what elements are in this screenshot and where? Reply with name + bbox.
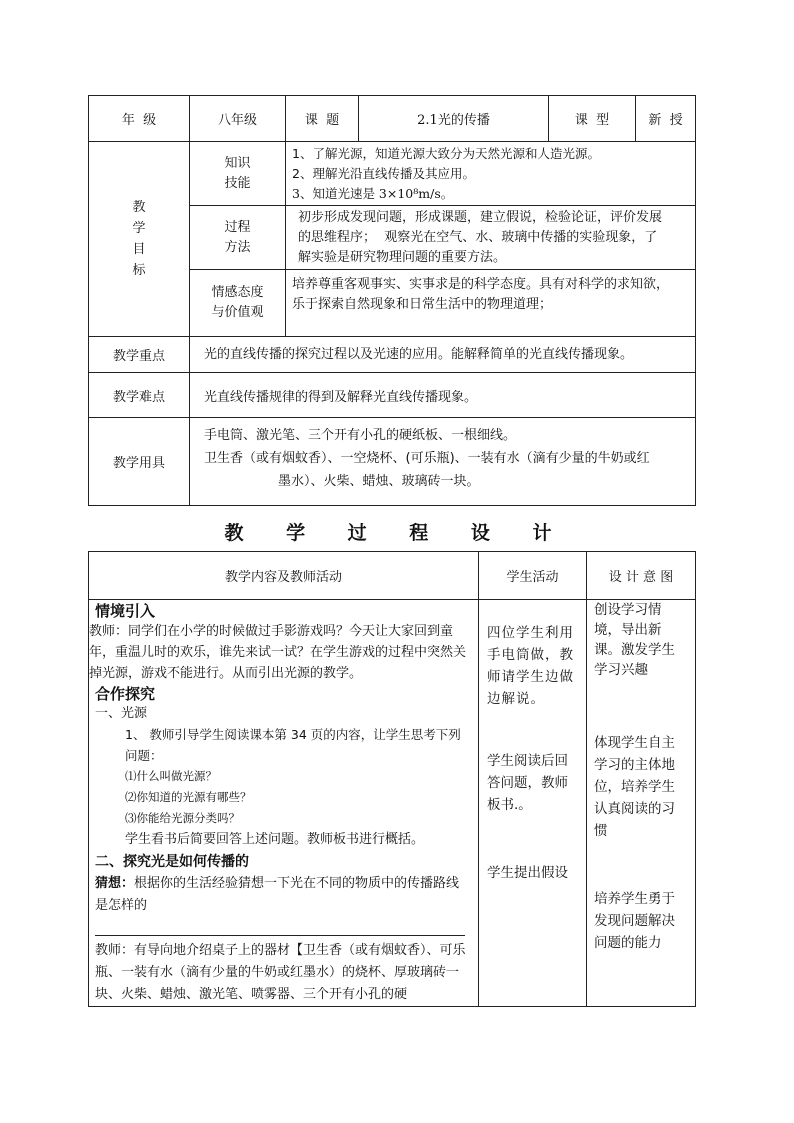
student-activity-3: 学生提出假设 — [487, 865, 568, 881]
knowledge-item: 3、知道光速是 3×10⁸m/s。 — [292, 185, 454, 201]
content-header: 教学内容及教师活动 — [89, 552, 479, 600]
emotion-line: 培养尊重客观事实、实事求是的科学态度。具有对科学的求知欲， — [292, 277, 670, 292]
intro-heading: 情境引入 — [95, 602, 156, 620]
coop-heading: 合作探究 — [95, 685, 156, 703]
intent-2: 体现学生自主学习的主体地位，培养学生认真阅读的习惯 — [594, 735, 675, 839]
topic-value: 2.1光的传播 — [359, 96, 549, 142]
objectives-char: 标 — [132, 263, 146, 278]
difficulty-text: 光直线传播规律的得到及解释光直线传播现象。 — [190, 373, 696, 418]
objectives-char: 教 — [132, 200, 146, 215]
guess-text: 根据你的生活经验猜想一下光在不同的物质中的传播路线是怎样的 — [95, 876, 460, 913]
knowledge-label-line: 知识 — [224, 155, 251, 171]
part1-item: 1、 教师引导学生阅读课本第 34 页的内容，让学生思考下列问题： — [125, 727, 461, 763]
key-points-text: 光的直线传播的探究过程以及光速的应用。能解释简单的光直线传播现象。 — [190, 337, 696, 373]
emotion-content — [286, 270, 696, 337]
tools-line: 卫生香（或有烟蚊香）、一空烧杯、(可乐瓶)、一装有水（滴有少量的牛奶或红 — [204, 451, 650, 466]
objectives-char: 目 — [132, 242, 146, 257]
knowledge-label-line: 技能 — [224, 175, 251, 191]
part1-heading: 一、光源 — [95, 706, 148, 721]
divider-line — [95, 935, 465, 936]
knowledge-content — [286, 142, 696, 206]
emotion-label-line: 与价值观 — [211, 305, 264, 320]
emotion-line: 乐于探索自然现象和日常生活中的物理道理； — [292, 297, 553, 312]
student-activity-cell — [479, 600, 587, 1007]
emotion-label — [190, 270, 286, 337]
design-intent-cell — [587, 600, 696, 1007]
question-item: ⑵你知道的光源有哪些？ — [125, 790, 252, 804]
grade-value: 八年级 — [190, 96, 286, 142]
part1-summary: 学生看书后简要回答上述问题。教师板书进行概括。 — [125, 832, 425, 847]
process-line: 解实验是研究物理问题的重要方法。 — [298, 249, 507, 265]
process-content — [286, 206, 696, 270]
intent-3: 培养学生勇于发现问题解决问题的能力 — [594, 891, 675, 951]
knowledge-label — [190, 142, 286, 206]
key-points-label: 教学重点 — [89, 337, 190, 373]
teacher-text: 教师：有导向地介绍桌子上的器材【卫生香（或有烟蚊香）、可乐瓶、一装有水（滴有少量的牛奶或红墨水）的烧杯、厚玻璃砖一块、火柴、蜡烛、激光笔、喷雾器、三个开有小孔的硬 — [95, 943, 466, 1002]
difficulty-label: 教学难点 — [89, 373, 190, 418]
topic-label: 课 题 — [286, 96, 359, 142]
guess-paragraph — [95, 873, 472, 917]
question-item: ⑶你能给光源分类吗？ — [125, 811, 240, 825]
grade-label: 年 级 — [89, 96, 190, 142]
emotion-label-line: 情感态度 — [211, 285, 264, 300]
process-line: 的思维程序； 观察光在空气、水、玻璃中传播的实验现象，了 — [298, 229, 658, 245]
intent-1: 创设学习情境，导出新课。激发学生学习兴趣 — [594, 602, 675, 678]
knowledge-item: 2、理解光沿直线传播及其应用。 — [292, 165, 475, 181]
section-title: 教 学 过 程 设 计 — [224, 522, 570, 544]
type-label: 课 型 — [549, 96, 636, 142]
lesson-info-table — [88, 95, 696, 506]
tools-line: 手电筒、激光笔、三个开有小孔的硬纸板、一根细线。 — [204, 428, 517, 443]
process-design-table — [88, 551, 696, 1007]
process-label-line: 过程 — [224, 219, 251, 235]
tools-label: 教学用具 — [89, 418, 190, 506]
tools-line: 墨水）、火柴、蜡烛、玻璃砖一块。 — [278, 474, 480, 489]
student-activity-2: 学生阅读后回答问题，教师板书.。 — [487, 753, 568, 813]
student-activity-1: 四位学生利用手电筒做，教师请学生边做边解说。 — [487, 625, 574, 707]
student-header: 学生活动 — [479, 552, 587, 600]
guess-label: 猜想： — [95, 876, 135, 891]
question-item: ⑴什么叫做光源？ — [125, 769, 217, 783]
knowledge-item: 1、了解光源，知道光源大致分为天然光源和人造光源。 — [292, 145, 600, 161]
intro-text: 教师：同学们在小学的时候做过手影游戏吗？今天让大家回到童年，重温儿时的欢乐，谁先来试一试？在学生游戏的过程中突然关掉光源，游戏不能进行。从而引出光源的教学。 — [89, 624, 467, 681]
process-line: 初步形成发现问题，形成课题，建立假说，检验论证，评价发展 — [298, 209, 663, 225]
teaching-content-cell — [89, 600, 479, 1007]
part2-heading: 二、探究光是如何传播的 — [95, 854, 249, 870]
intent-header: 设 计 意 图 — [587, 552, 696, 600]
type-value: 新 授 — [636, 96, 696, 142]
objectives-label — [89, 142, 190, 337]
tools-content — [190, 418, 696, 506]
objectives-char: 学 — [132, 221, 146, 236]
process-label — [190, 206, 286, 270]
process-label-line: 方法 — [224, 239, 251, 255]
